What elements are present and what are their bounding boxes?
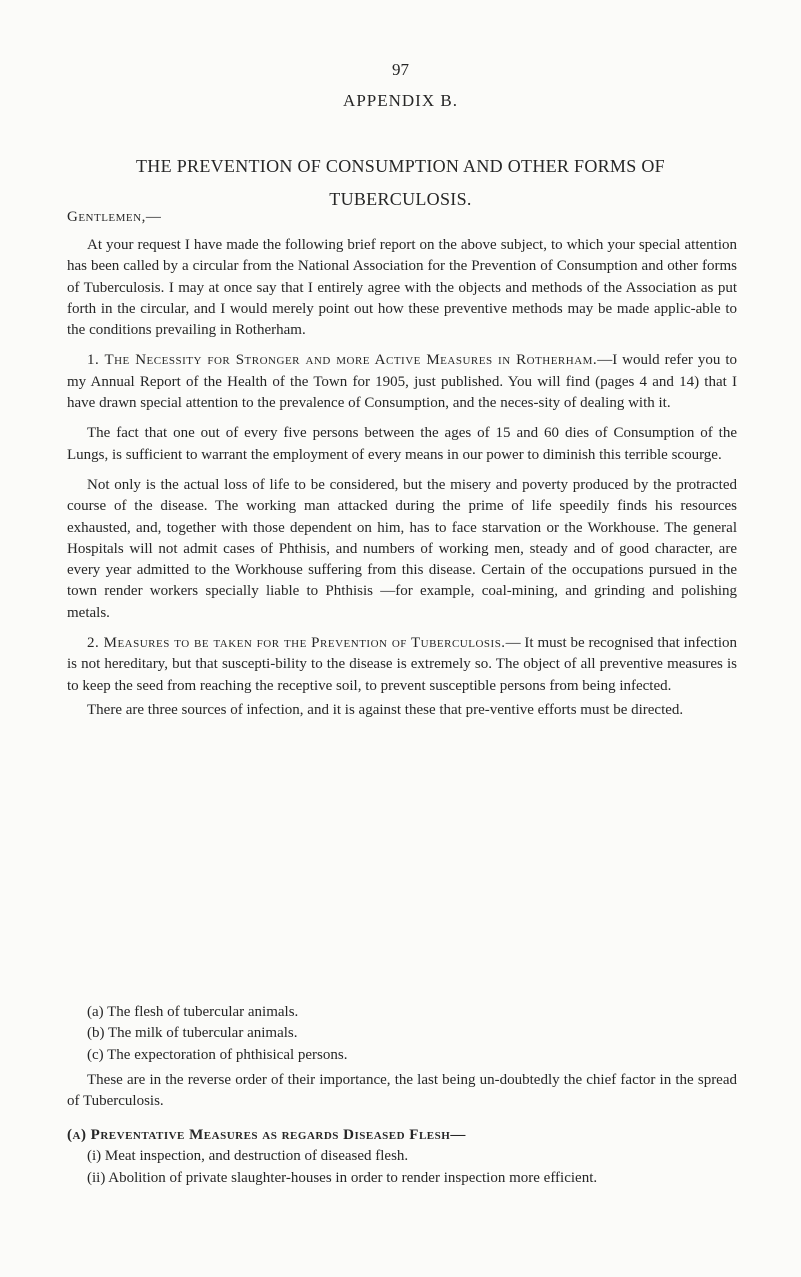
section-a-item: (ii) Abolition of private slaughter-houses in order to render inspection more efficient. bbox=[87, 1169, 598, 1186]
section-1-text: —I would refer you to my Annual Report of the Health of the Town for 1905, just published. You will find (pages 4 and 14) that I have drawn special attention to the prevalence of Consumption, and the neces-sity of dealing with it. bbox=[67, 352, 737, 412]
section-2-heading: 2. Measures to be taken for the Prevention of Tuberculosis. bbox=[87, 635, 506, 652]
intro-paragraph: At your request I have made the following brief report on the above subject, to which your special attention has been called by a circular from the National Association for the Prevention of Consumption and other forms of Tuberculosis. I may at once say that I entirely agree with the objects and methods of the Association as put forth in the circular, and I would merely point out how these preventive methods may be made applic-able to the conditions prevailing in Rotherham. bbox=[67, 237, 737, 339]
section-2-text: — It must be recognised that infection is not hereditary, but that suscepti-bility to the disease is extremely so. The object of all preventive measures is to keep the seed from reaching the receptive soil, to prevent susceptible persons from being infected. bbox=[67, 635, 737, 694]
sources-paragraph: There are three sources of infection, and it is against these that pre-ventive efforts must be directed. bbox=[87, 701, 684, 718]
source-item: (a) The flesh of tubercular animals. bbox=[87, 1004, 299, 1020]
body-text-block-1 bbox=[67, 235, 737, 721]
title-line-2: TUBERCULOSIS. bbox=[329, 189, 472, 209]
section-2-paragraph bbox=[67, 633, 737, 697]
section-1-heading: 1. The Necessity for Stronger and more Active Measures in Rotherham. bbox=[87, 352, 598, 369]
source-item: (b) The milk of tubercular animals. bbox=[87, 1025, 298, 1042]
section-a bbox=[67, 1125, 737, 1189]
reverse-order-paragraph: These are in the reverse order of their importance, the last being un-doubtedly the chief factor in the spread of Tuberculosis. bbox=[67, 1072, 737, 1110]
section-a-heading: (a) Preventative Measures as regards Diseased Flesh— bbox=[67, 1127, 466, 1143]
source-item: (c) The expectoration of phthisical persons. bbox=[87, 1046, 348, 1063]
document-title bbox=[40, 150, 761, 216]
section-1-paragraph bbox=[67, 350, 737, 414]
page-number: 97 bbox=[392, 60, 409, 79]
appendix-label: APPENDIX B. bbox=[343, 91, 458, 110]
body-text-block-2 bbox=[67, 1070, 737, 1113]
fact-paragraph: The fact that one out of every five persons between the ages of 15 and 60 dies of Consumption of the Lungs, is sufficient to warrant the employment of every means in our power to diminish this terrible scourge. bbox=[67, 425, 737, 463]
title-line-1: THE PREVENTION OF CONSUMPTION AND OTHER FORMS OF bbox=[136, 156, 665, 176]
section-a-item: (i) Meat inspection, and destruction of diseased flesh. bbox=[87, 1148, 409, 1165]
sources-list bbox=[67, 1002, 737, 1066]
salutation: Gentlemen,— bbox=[67, 209, 162, 225]
loss-paragraph: Not only is the actual loss of life to be considered, but the misery and poverty produced by the protracted course of the disease. The working man attacked during the prime of life speedily finds his resources exhausted, and, together with those dependent on him, has to face starvation or the Workhouse. The general Hospitals will not admit cases of Phthisis, and numbers of working men, steady and of good character, are every year admitted to the Workhouse suffering from this disease. Certain of the occupations pursued in the town render workers specially liable to Phthisis —for example, coal-mining, and grinding and polishing metals. bbox=[67, 476, 737, 621]
